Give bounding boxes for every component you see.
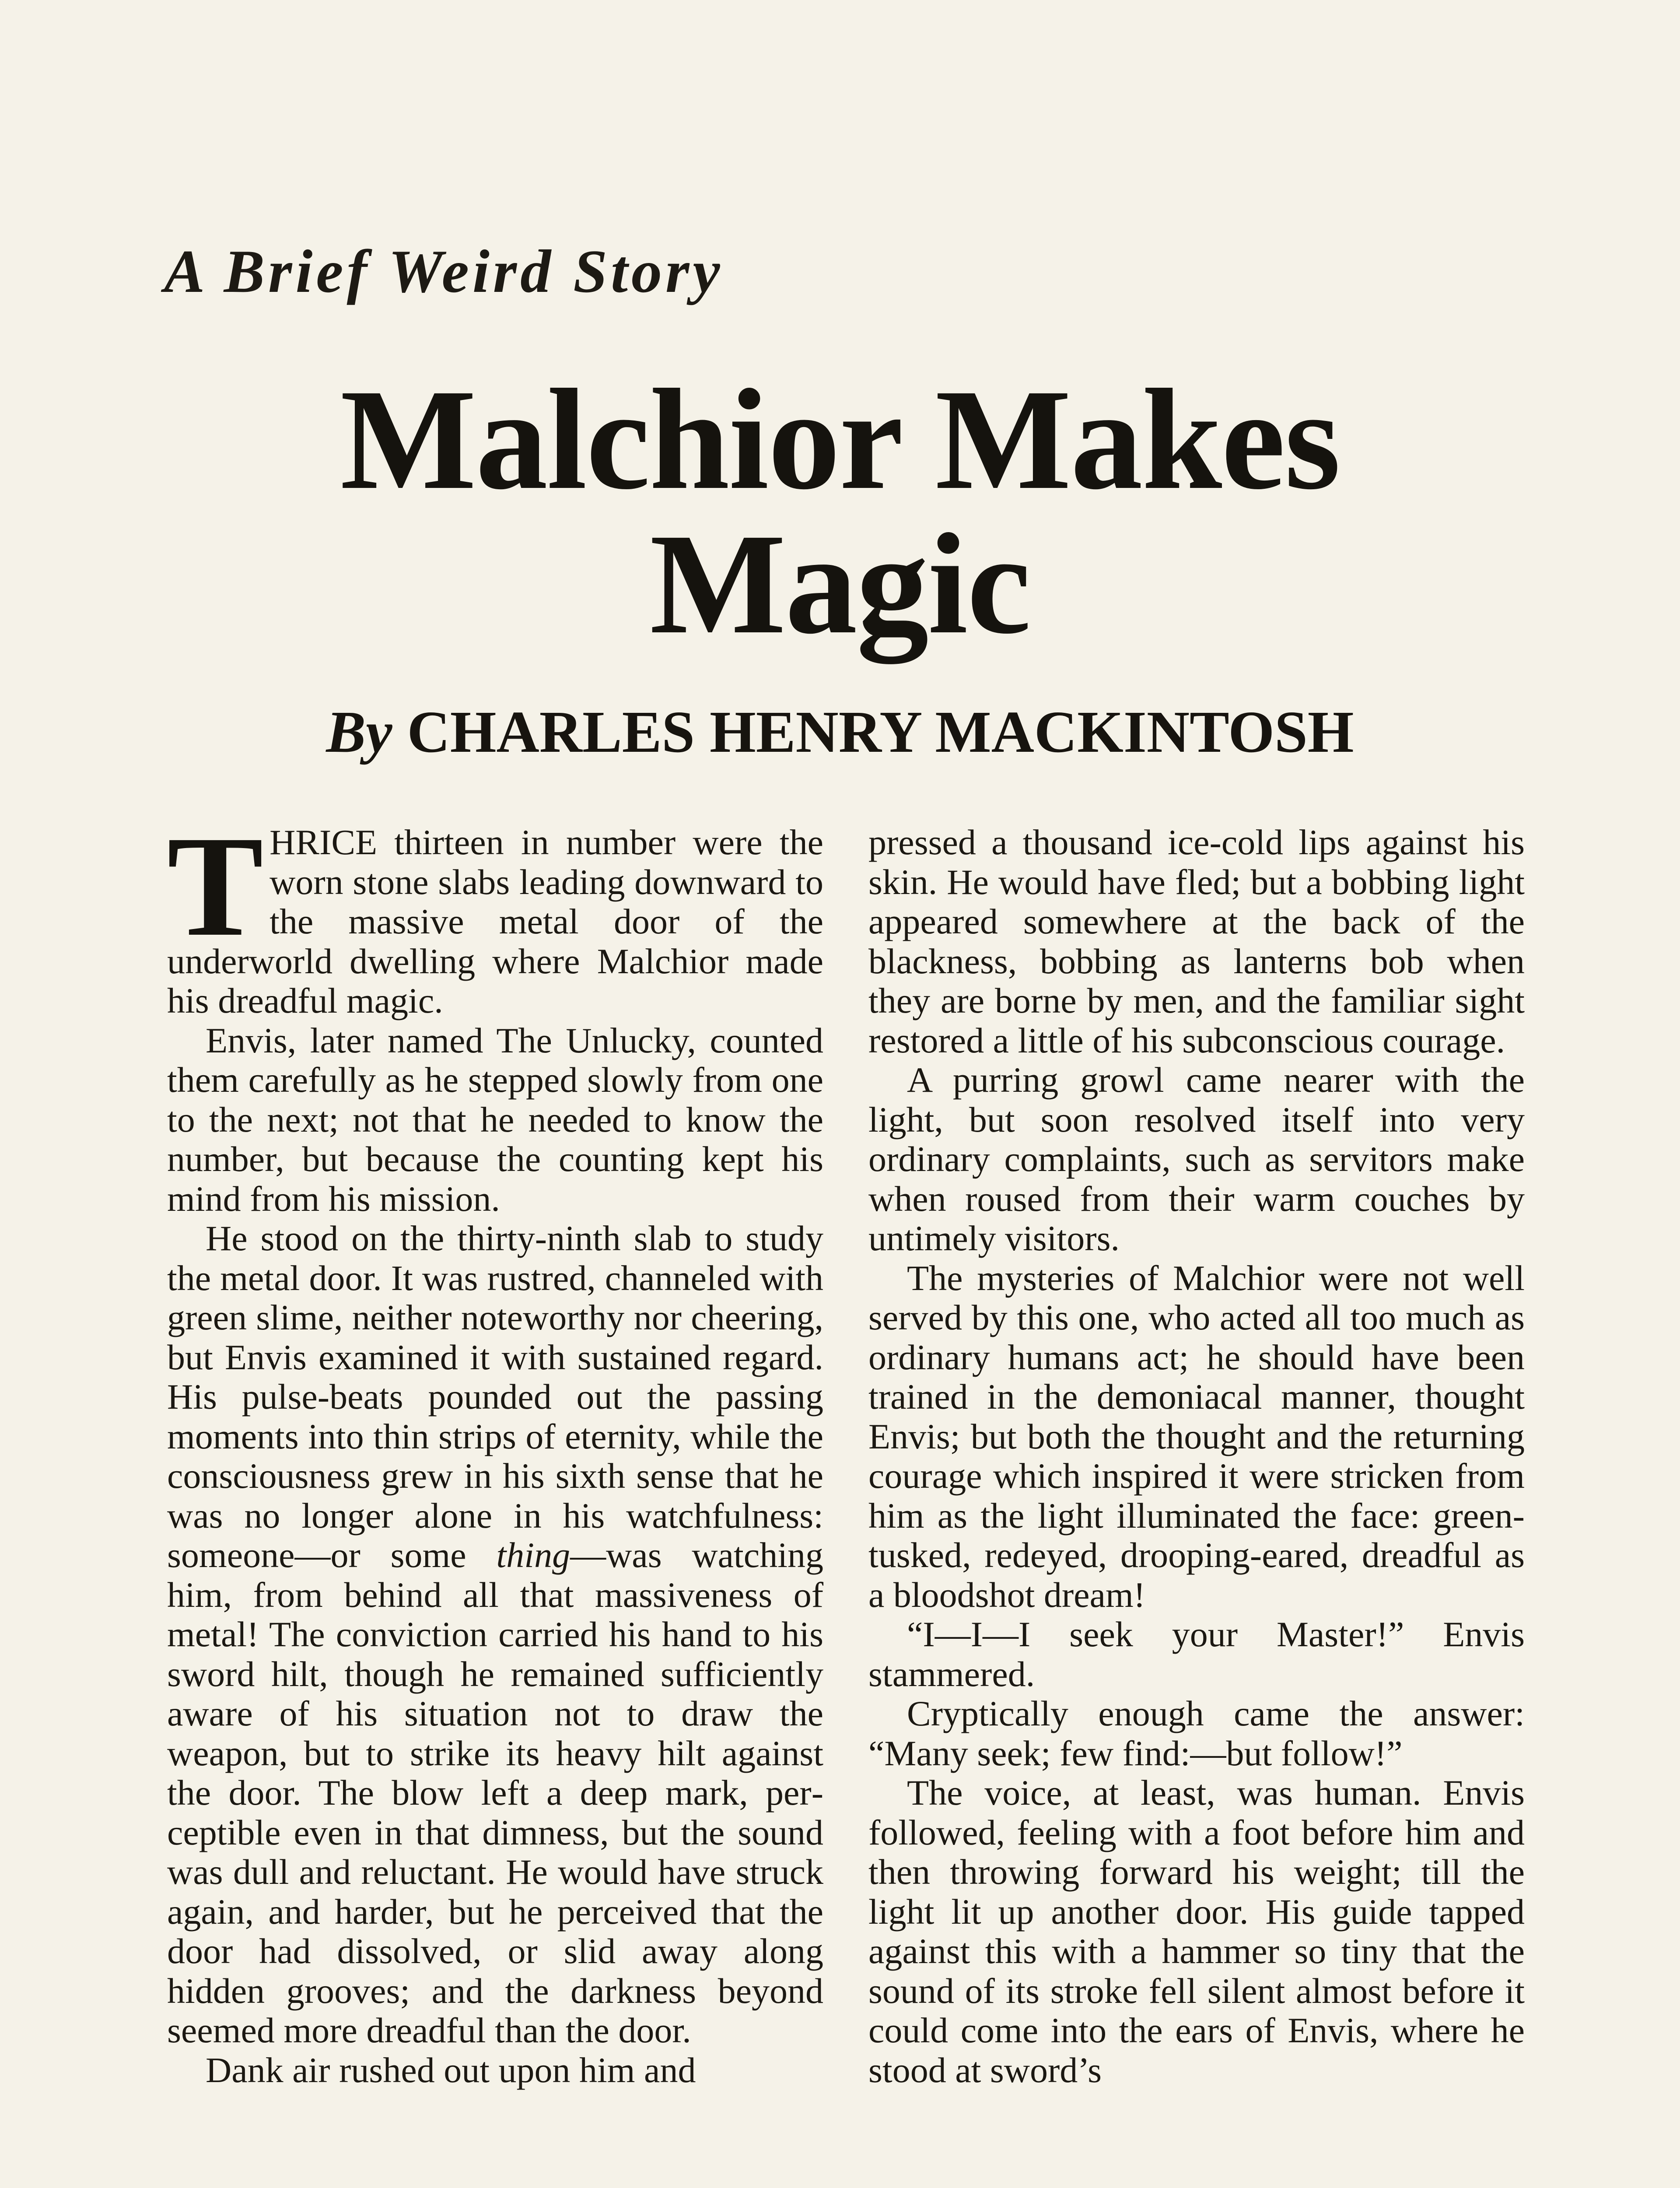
paragraph-10: The voice, at least, was human. Envis followed, feeling with a foot before him and then throwing forward his weight; till the light lit up another door. His guide tapped against this with a hammer so tiny that the sound of its stroke fell silent almost before it could come into the ears of Envis, where he stood at sword’s: [868, 1773, 1525, 2090]
title-line-1: Malchior Makes: [340, 360, 1340, 519]
paragraph-7: The mysteries of Malchior were not well served by this one, who acted all too much as ordinary humans act; he should have been trained in the demoniacal manner, thought Envis; but both the thought and the returning courage which inspired it were stricken from him as the light illuminated the face: green-tusked, redeyed, drooping-eared, dreadful as a bloodshot dream!: [868, 1258, 1525, 1615]
paragraph-4: Dank air rushed out upon him and: [206, 2050, 696, 2090]
article-column-right: [868, 823, 1525, 2090]
article-column-left: [167, 806, 823, 2090]
paragraph-8: “I—I—I seek your Master!” Envis stammered.: [868, 1614, 1525, 1694]
paragraph-6: A purring growl came nearer with the light, but soon resolved itself into very ordinary complaints, such as servitors make when roused from their warm couches by untimely visitors.: [868, 1060, 1525, 1258]
story-kicker: A Brief Weird Story: [164, 238, 724, 305]
title-line-2: Magic: [650, 504, 1030, 664]
paragraph-3-text-b: —was watching him, from behind all that massiveness of metal! The conviction carried his hand to his sword hilt, though he remained sufficiently aware of his situation not to draw the weapon, but to strike its heavy hilt against the door. The blow left a deep mark, perceptible even in that dimness, but the sound was dull and reluctant. He would have struck again, and harder, but he perceived that the door had dissolved, or slid away along hidden grooves; and the darkness beyond seemed more dreadful than the door.: [167, 1535, 823, 2050]
paragraph-3-emphasis: thing: [496, 1535, 570, 1575]
byline-author: CHARLES HENRY MACKINTOSH: [407, 699, 1354, 765]
byline-by: By: [326, 699, 392, 765]
paragraph-3-text-a: He stood on the thirty-ninth slab to study the metal door. It was rustred, channeled with green slime, neither noteworthy nor cheering, but Envis examined it with sustained regard. His pulse-beats pounded out the passing moments into thin strips of eternity, while the consciousness grew in his sixth sense that he was no longer alone in his watchfulness: someone—or some: [167, 1218, 823, 1575]
paragraph-3: [167, 1219, 823, 2051]
paragraph-opening: [167, 806, 823, 1021]
story-title: [0, 360, 1680, 664]
paragraph-2: Envis, later named The Unlucky, counted them carefully as he stepped slowly from one to the next; not that he needed to know the number, but because the counting kept his mind from his mission.: [167, 1020, 823, 1219]
drop-cap: T: [167, 806, 264, 966]
byline: [0, 698, 1680, 766]
paragraph-9: Cryptically enough came the answer: “Many seek; few find:—but follow!”: [868, 1694, 1525, 1773]
paragraph-1-text: HRICE thirteen in number were the worn stone slabs leading downward to the massive metal door of the underworld dwelling where Malchior made his dreadful magic.: [167, 822, 823, 1020]
paragraph-5: pressed a thousand ice-cold lips against his skin. He would have fled; but a bobbing light appeared somewhere at the back of the blackness, bobbing as lanterns bob when they are borne by men, and the familiar sight restored a little of his subconscious courage.: [868, 822, 1525, 1060]
